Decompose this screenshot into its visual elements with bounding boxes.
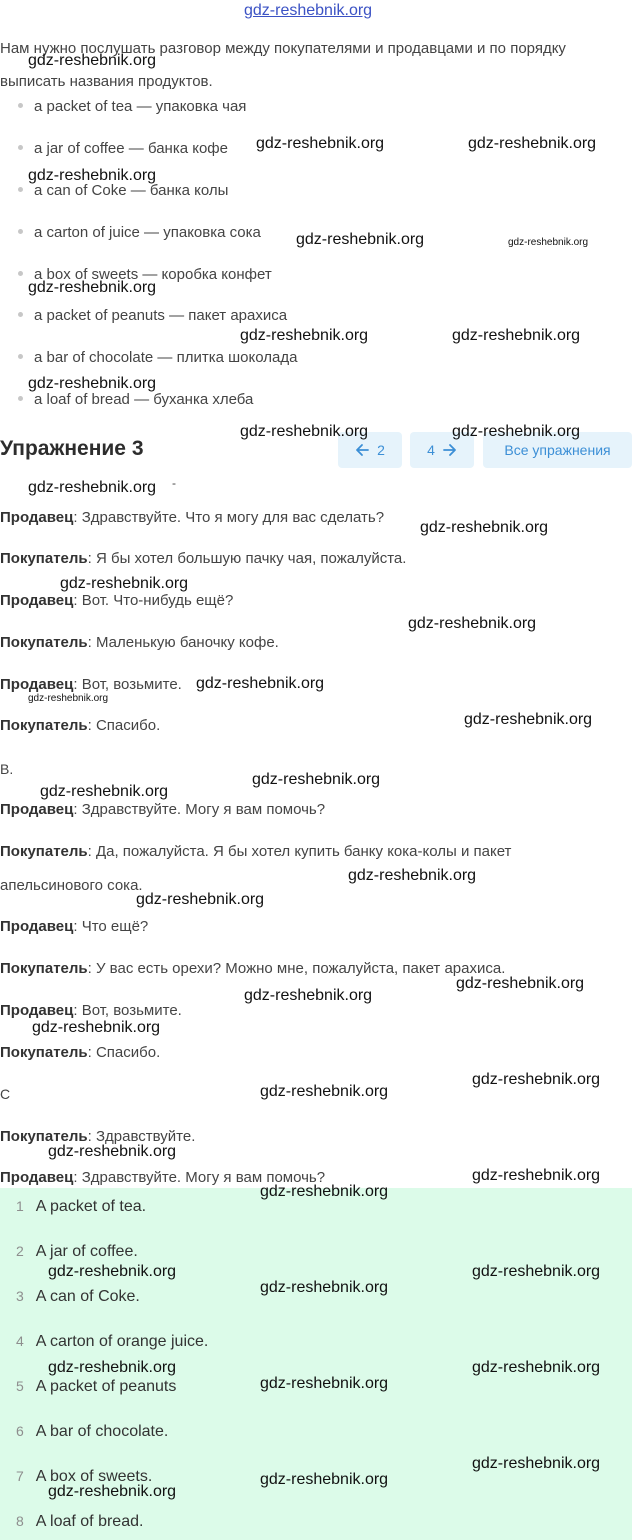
list-item <box>18 307 287 324</box>
answer-number: 8 <box>16 1513 24 1529</box>
speaker-label: Покупатель <box>0 960 88 977</box>
watermark: gdz-reshebnik.org <box>28 479 157 496</box>
bullet-icon <box>18 271 23 276</box>
answer-number: 1 <box>16 1198 24 1214</box>
watermark: gdz-reshebnik.org <box>472 1263 601 1280</box>
watermark: gdz-reshebnik.org <box>472 1455 601 1472</box>
line-text: : Здравствуйте. Могу я вам помочь? <box>73 1169 326 1186</box>
speaker-label: Продавец <box>0 1169 74 1186</box>
answer-item <box>16 1288 140 1306</box>
arrow-left-icon <box>355 443 369 457</box>
answer-item <box>16 1378 176 1396</box>
answer-text: A carton of orange juice. <box>35 1333 209 1350</box>
watermark: gdz-reshebnik.org <box>28 167 157 184</box>
answer-item <box>16 1333 208 1351</box>
answer-text: A box of sweets. <box>35 1468 153 1485</box>
watermark: gdz-reshebnik.org <box>464 711 593 728</box>
list-item-text: a packet of tea — упаковка чая <box>34 98 247 115</box>
line-text: : У вас есть орехи? Можно мне, пожалуйста, пакет арахиса. <box>87 960 506 977</box>
watermark: gdz-reshebnik.org <box>260 1183 389 1200</box>
watermark: gdz-reshebnik.org <box>260 1375 389 1392</box>
bullet-icon <box>18 229 23 234</box>
answer-text: A loaf of bread. <box>35 1513 144 1530</box>
speaker-label: Продавец <box>0 801 74 818</box>
speaker-label: Продавец <box>0 1002 74 1019</box>
line-text: : Здравствуйте. <box>87 1128 196 1145</box>
watermark: gdz-reshebnik.org <box>296 231 425 248</box>
list-item <box>18 140 228 157</box>
dialogue-line <box>0 877 143 894</box>
watermark: gdz-reshebnik.org <box>136 891 265 908</box>
watermark: gdz-reshebnik.org <box>252 771 381 788</box>
answer-item <box>16 1423 168 1441</box>
all-exercises-label: Все упражнения <box>504 442 611 458</box>
dialogue-line <box>0 634 279 651</box>
watermark: gdz-reshebnik.org <box>420 519 549 536</box>
speaker-label: Продавец <box>0 509 74 526</box>
speaker-label: Покупатель <box>0 717 88 734</box>
answer-number: 7 <box>16 1468 24 1484</box>
dialogue-line <box>0 1044 160 1061</box>
list-item-text: a bar of chocolate — плитка шоколада <box>34 349 298 366</box>
watermark: gdz-reshebnik.org <box>240 327 369 344</box>
dialogue-line <box>0 843 511 860</box>
line-text: : Спасибо. <box>87 1044 161 1061</box>
dash-mark: - <box>172 476 176 490</box>
bullet-icon <box>18 145 23 150</box>
line-text: : Что ещё? <box>73 918 149 935</box>
watermark: gdz-reshebnik.org <box>60 575 189 592</box>
speaker-label: Продавец <box>0 592 74 609</box>
watermark: gdz-reshebnik.org <box>508 237 589 248</box>
watermark: gdz-reshebnik.org <box>240 423 369 440</box>
list-item-text: a jar of coffee — банка кофе <box>34 140 228 157</box>
dialogue-line <box>0 717 160 734</box>
exercise-title: Упражнение 3 <box>0 437 144 460</box>
watermark: gdz-reshebnik.org <box>28 375 157 392</box>
answer-number: 4 <box>16 1333 24 1349</box>
bullet-icon <box>18 354 23 359</box>
speaker-label: Покупатель <box>0 1128 88 1145</box>
speaker-label: Продавец <box>0 676 74 693</box>
watermark: gdz-reshebnik.org <box>348 867 477 884</box>
section-label: C <box>0 1086 11 1102</box>
watermark: gdz-reshebnik.org <box>408 615 537 632</box>
list-item-text: a box of sweets — коробка конфет <box>34 266 272 283</box>
watermark: gdz-reshebnik.org <box>48 1263 177 1280</box>
answer-item <box>16 1513 143 1531</box>
line-text: : Спасибо. <box>87 717 161 734</box>
bullet-icon <box>18 187 23 192</box>
line-text: : Вот. Что-нибудь ещё? <box>73 592 234 609</box>
watermark: gdz-reshebnik.org <box>260 1471 389 1488</box>
watermark: gdz-reshebnik.org <box>48 1359 177 1376</box>
line-text: : Здравствуйте. Могу я вам помочь? <box>73 801 326 818</box>
speaker-label: Продавец <box>0 918 74 935</box>
list-item-text: a carton of juice — упаковка сока <box>34 224 261 241</box>
bullet-icon <box>18 103 23 108</box>
line-text: : Маленькую баночку кофе. <box>87 634 279 651</box>
answer-text: A can of Coke. <box>35 1288 140 1305</box>
watermark: gdz-reshebnik.org <box>468 135 597 152</box>
line-text: : Я бы хотел большую пачку чая, пожалуйста. <box>87 550 407 567</box>
answer-text: A packet of tea. <box>35 1198 147 1215</box>
list-item <box>18 98 246 115</box>
speaker-label: Покупатель <box>0 1044 88 1061</box>
bullet-icon <box>18 312 23 317</box>
answer-number: 3 <box>16 1288 24 1304</box>
dialogue-line <box>0 1002 182 1019</box>
answer-text: A bar of chocolate. <box>35 1423 169 1440</box>
list-item-text: a loaf of bread — буханка хлеба <box>34 391 254 408</box>
section-label: B. <box>0 761 14 777</box>
line-text: : Вот, возьмите. <box>73 676 182 693</box>
answer-item <box>16 1243 138 1261</box>
watermark: gdz-reshebnik.org <box>260 1083 389 1100</box>
watermark: gdz-reshebnik.org <box>48 1143 177 1160</box>
site-title[interactable]: gdz-reshebnik.org <box>244 2 373 19</box>
list-item <box>18 349 297 366</box>
line-text: : Да, пожалуйста. Я бы хотел купить банку кока-колы и пакет <box>87 843 512 860</box>
arrow-right-icon <box>443 443 457 457</box>
dialogue-line <box>0 918 148 935</box>
watermark: gdz-reshebnik.org <box>244 987 373 1004</box>
bullet-icon <box>18 396 23 401</box>
watermark: gdz-reshebnik.org <box>452 327 581 344</box>
list-item <box>18 224 261 241</box>
answer-number: 6 <box>16 1423 24 1439</box>
dialogue-line <box>0 592 233 609</box>
watermark: gdz-reshebnik.org <box>456 975 585 992</box>
dialogue-line <box>0 550 406 567</box>
line-text: : Здравствуйте. Что я могу для вас сделать? <box>73 509 385 526</box>
answer-number: 2 <box>16 1243 24 1259</box>
watermark: gdz-reshebnik.org <box>256 135 385 152</box>
watermark: gdz-reshebnik.org <box>28 52 157 69</box>
watermark: gdz-reshebnik.org <box>48 1483 177 1500</box>
answer-item <box>16 1198 146 1216</box>
watermark: gdz-reshebnik.org <box>472 1071 601 1088</box>
dialogue-line <box>0 960 505 977</box>
prev-exercise-label: 2 <box>377 442 385 458</box>
intro-text: Нам нужно послушать разговор между покупателями и продавцами и по порядку выписать названия продуктов. <box>0 40 566 90</box>
list-item-text: a can of Coke — банка колы <box>34 182 229 199</box>
answer-text: A packet of peanuts <box>35 1378 177 1395</box>
line-text: : Вот, возьмите. <box>73 1002 182 1019</box>
dialogue-line <box>0 801 325 818</box>
watermark: gdz-reshebnik.org <box>196 675 325 692</box>
watermark: gdz-reshebnik.org <box>32 1019 161 1036</box>
next-exercise-label: 4 <box>427 442 435 458</box>
speaker-label: Покупатель <box>0 634 88 651</box>
watermark: gdz-reshebnik.org <box>40 783 169 800</box>
watermark: gdz-reshebnik.org <box>472 1359 601 1376</box>
dialogue-line <box>0 509 384 526</box>
list-item <box>18 391 253 408</box>
dialogue-line <box>0 676 182 693</box>
speaker-label: Покупатель <box>0 550 88 567</box>
answer-text: A jar of coffee. <box>35 1243 138 1260</box>
watermark: gdz-reshebnik.org <box>28 279 157 296</box>
speaker-label: Покупатель <box>0 843 88 860</box>
watermark: gdz-reshebnik.org <box>472 1167 601 1184</box>
watermark: gdz-reshebnik.org <box>28 693 109 704</box>
list-item-text: a packet of peanuts — пакет арахиса <box>34 307 288 324</box>
answer-number: 5 <box>16 1378 24 1394</box>
watermark: gdz-reshebnik.org <box>452 423 581 440</box>
line-text: апельсинового сока. <box>0 877 143 894</box>
watermark: gdz-reshebnik.org <box>260 1279 389 1296</box>
